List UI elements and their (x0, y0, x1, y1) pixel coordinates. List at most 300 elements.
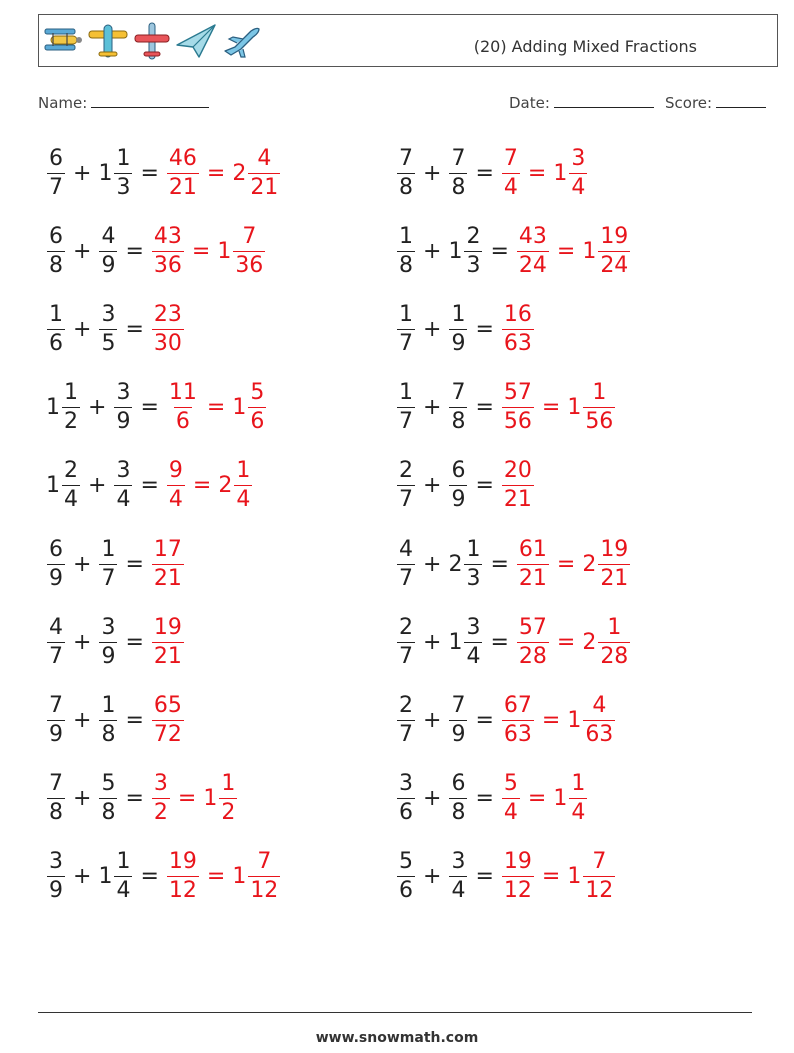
fraction (99, 614, 117, 669)
answer-fraction (583, 692, 615, 747)
fraction (62, 382, 80, 433)
plus-sign: + (423, 707, 442, 733)
denominator: 12 (585, 878, 614, 904)
mixed-number (448, 460, 468, 511)
denominator: 30 (153, 330, 182, 356)
denominator: 9 (451, 330, 466, 356)
equals-sign: = (556, 551, 576, 577)
mixed-number (396, 223, 416, 278)
fraction (99, 773, 117, 824)
denominator: 28 (600, 643, 629, 669)
problem-19 (46, 840, 281, 914)
equals-sign: = (475, 864, 494, 890)
equals-sign: = (475, 473, 494, 499)
equals-sign: = (541, 707, 561, 733)
answer-fraction (569, 145, 587, 200)
equals-sign: = (191, 238, 211, 264)
answer-fraction (569, 773, 587, 824)
mixed-number (396, 536, 416, 591)
whole-number: 2 (448, 551, 463, 577)
numerator: 1 (236, 458, 251, 484)
mixed-number (396, 301, 416, 356)
answer-fraction (248, 382, 266, 433)
whole-number: 1 (567, 395, 582, 421)
answer (501, 773, 588, 824)
numerator: 1 (101, 536, 116, 562)
denominator: 4 (64, 487, 78, 513)
answer-mixed-number (203, 773, 238, 824)
problem-6 (396, 292, 535, 366)
fraction (397, 460, 415, 511)
numerator: 11 (168, 380, 197, 406)
answer-mixed-number (567, 851, 616, 902)
answer (501, 460, 535, 511)
equals-sign: = (556, 238, 576, 264)
answer-fraction (502, 773, 520, 824)
fraction (99, 692, 117, 747)
answer-fraction (167, 851, 199, 902)
denominator: 4 (168, 487, 183, 513)
numerator: 9 (168, 458, 183, 484)
score-blank[interactable] (716, 93, 766, 108)
problem-3 (46, 214, 266, 288)
numerator: 1 (451, 301, 466, 327)
whole-number: 1 (46, 395, 60, 421)
answer-fraction (248, 851, 280, 902)
numerator: 1 (607, 614, 622, 640)
fraction (47, 301, 65, 356)
denominator: 8 (101, 721, 116, 747)
numerator: 3 (116, 380, 131, 406)
numerator: 7 (451, 145, 466, 171)
fraction (114, 382, 132, 433)
denominator: 5 (101, 330, 116, 356)
answer (501, 851, 616, 902)
denominator: 2 (64, 409, 78, 435)
yellow-plane-icon (87, 21, 129, 61)
answer-fraction (233, 223, 265, 278)
answer-mixed-number (567, 692, 616, 747)
denominator: 28 (518, 643, 547, 669)
answer (516, 614, 631, 669)
denominator: 9 (451, 487, 466, 513)
mixed-number (448, 382, 468, 433)
fraction (397, 301, 415, 356)
denominator: 21 (600, 565, 629, 591)
answer (166, 460, 253, 511)
numerator: 2 (466, 223, 481, 249)
denominator: 7 (399, 643, 413, 669)
numerator: 16 (503, 301, 532, 327)
denominator: 7 (49, 174, 63, 200)
paper-plane-icon (175, 21, 217, 61)
denominator: 9 (101, 252, 116, 278)
whole-number: 1 (448, 629, 463, 655)
answer (151, 536, 185, 591)
equals-sign: = (490, 238, 509, 264)
fraction (449, 301, 467, 356)
numerator: 57 (518, 614, 547, 640)
fraction (397, 145, 415, 200)
plus-sign: + (73, 238, 92, 264)
numerator: 6 (451, 458, 466, 484)
numerator: 4 (49, 614, 63, 640)
denominator: 7 (399, 565, 413, 591)
mixed-number (98, 692, 118, 747)
header-icons (41, 21, 263, 61)
answer-mixed-number (553, 145, 588, 200)
numerator: 1 (101, 692, 116, 718)
numerator: 19 (600, 536, 629, 562)
problem-14 (396, 605, 631, 679)
numerator: 3 (451, 849, 466, 875)
score-field (665, 93, 766, 112)
fraction (114, 145, 132, 200)
fraction (397, 851, 415, 902)
mixed-number (98, 773, 118, 824)
denominator: 3 (466, 565, 481, 591)
name-label: Name: (38, 94, 88, 112)
whole-number: 1 (582, 238, 597, 264)
mixed-number (98, 301, 118, 356)
denominator: 24 (600, 252, 629, 278)
plus-sign: + (73, 551, 92, 577)
equals-sign: = (527, 786, 547, 812)
problem-20 (396, 840, 616, 914)
plus-sign: + (73, 864, 92, 890)
numerator: 2 (399, 458, 413, 484)
denominator: 21 (250, 174, 279, 200)
fraction (464, 614, 482, 669)
mixed-number (448, 851, 468, 902)
equals-sign: = (475, 160, 494, 186)
name-field (38, 93, 209, 112)
denominator: 8 (49, 252, 63, 278)
mixed-number (396, 851, 416, 902)
equals-sign: = (490, 629, 509, 655)
answer-fraction (152, 301, 184, 356)
answer (516, 223, 631, 278)
numerator: 4 (257, 145, 272, 171)
answer-fraction (502, 692, 534, 747)
equals-sign: = (125, 238, 144, 264)
answer-fraction (598, 223, 630, 278)
mixed-number (113, 382, 133, 433)
numerator: 19 (153, 614, 182, 640)
denominator: 12 (503, 878, 532, 904)
answer-fraction (517, 614, 549, 669)
fraction (397, 614, 415, 669)
plus-sign: + (423, 316, 442, 342)
numerator: 46 (168, 145, 197, 171)
problem-2 (396, 136, 588, 210)
numerator: 6 (49, 223, 63, 249)
fraction (449, 382, 467, 433)
numerator: 3 (116, 458, 131, 484)
denominator: 56 (503, 409, 532, 435)
plus-sign: + (423, 786, 442, 812)
plus-sign: + (423, 473, 442, 499)
denominator: 4 (571, 174, 586, 200)
denominator: 4 (503, 800, 518, 826)
fraction (464, 223, 482, 278)
fraction (114, 851, 132, 902)
answer (501, 145, 588, 200)
mixed-number (396, 773, 416, 824)
whole-number: 1 (553, 786, 568, 812)
numerator: 57 (503, 380, 532, 406)
denominator: 7 (399, 721, 413, 747)
numerator: 4 (592, 692, 607, 718)
equals-sign: = (192, 473, 212, 499)
answer (166, 145, 281, 200)
numerator: 1 (571, 771, 586, 797)
equals-sign: = (206, 395, 226, 421)
answer-mixed-number (217, 223, 266, 278)
numerator: 4 (399, 536, 413, 562)
numerator: 1 (399, 223, 413, 249)
equals-sign: = (125, 629, 144, 655)
mixed-number (396, 460, 416, 511)
denominator: 4 (466, 643, 481, 669)
denominator: 7 (399, 487, 413, 513)
equals-sign: = (556, 629, 576, 655)
answer-fraction (502, 145, 520, 200)
denominator: 8 (451, 174, 466, 200)
plus-sign: + (423, 629, 442, 655)
answer-fraction (583, 851, 615, 902)
denominator: 8 (399, 252, 413, 278)
numerator: 7 (257, 849, 272, 875)
fraction (99, 223, 117, 278)
denominator: 63 (503, 721, 532, 747)
answer-fraction (598, 536, 630, 591)
denominator: 8 (49, 800, 63, 826)
answer-fraction (234, 460, 252, 511)
fraction (464, 536, 482, 591)
date-blank[interactable] (554, 93, 654, 108)
mixed-number (448, 536, 483, 591)
denominator: 7 (399, 409, 413, 435)
answer-mixed-number (218, 460, 253, 511)
mixed-number (46, 301, 66, 356)
equals-sign: = (177, 786, 197, 812)
answer-fraction (517, 223, 549, 278)
equals-sign: = (541, 864, 561, 890)
numerator: 65 (153, 692, 182, 718)
answer-mixed-number (582, 223, 631, 278)
worksheet-header (38, 14, 778, 67)
answer-mixed-number (232, 382, 267, 433)
mixed-number (448, 301, 468, 356)
denominator: 7 (399, 330, 413, 356)
mixed-number (448, 692, 468, 747)
equals-sign: = (527, 160, 547, 186)
fraction (47, 614, 65, 669)
denominator: 6 (399, 800, 413, 826)
denominator: 6 (49, 330, 63, 356)
denominator: 6 (250, 409, 265, 435)
answer-mixed-number (582, 536, 631, 591)
answer-fraction (167, 382, 199, 433)
denominator: 21 (153, 643, 182, 669)
date-label: Date: (509, 94, 550, 112)
numerator: 1 (116, 145, 131, 171)
mixed-number (46, 614, 66, 669)
problem-15 (46, 683, 185, 757)
numerator: 20 (503, 458, 532, 484)
numerator: 17 (153, 536, 182, 562)
numerator: 2 (399, 692, 413, 718)
fraction (47, 692, 65, 747)
answer-mixed-number (582, 614, 631, 669)
jet-icon (221, 21, 263, 61)
denominator: 2 (221, 800, 236, 826)
plus-sign: + (88, 395, 107, 421)
red-plane-icon (133, 21, 171, 61)
numerator: 1 (116, 849, 131, 875)
equals-sign: = (140, 395, 159, 421)
mixed-number (46, 460, 81, 511)
answer (166, 851, 281, 902)
answer-fraction (152, 773, 170, 824)
denominator: 21 (503, 487, 532, 513)
numerator: 19 (503, 849, 532, 875)
problem-8 (396, 371, 616, 445)
whole-number: 2 (582, 629, 597, 655)
numerator: 2 (64, 458, 78, 484)
equals-sign: = (490, 551, 509, 577)
name-blank[interactable] (91, 93, 209, 108)
fraction (397, 382, 415, 433)
answer (501, 382, 616, 433)
denominator: 4 (236, 487, 251, 513)
plus-sign: + (423, 395, 442, 421)
plus-sign: + (423, 551, 442, 577)
whole-number: 2 (232, 160, 247, 186)
answer (151, 301, 185, 356)
numerator: 1 (64, 380, 78, 406)
mixed-number (46, 692, 66, 747)
problem-16 (396, 683, 616, 757)
numerator: 3 (466, 614, 481, 640)
denominator: 9 (49, 878, 63, 904)
numerator: 7 (451, 692, 466, 718)
numerator: 4 (101, 223, 116, 249)
denominator: 7 (49, 643, 63, 669)
problem-17 (46, 762, 238, 836)
plus-sign: + (73, 160, 92, 186)
whole-number: 1 (567, 864, 582, 890)
answer-fraction (583, 382, 615, 433)
answer-fraction (598, 614, 630, 669)
numerator: 6 (49, 536, 63, 562)
answer (151, 223, 266, 278)
fraction (47, 773, 65, 824)
numerator: 7 (242, 223, 257, 249)
answer-mixed-number (232, 851, 281, 902)
denominator: 6 (175, 409, 190, 435)
answer-fraction (167, 460, 185, 511)
answer-fraction (502, 382, 534, 433)
denominator: 7 (101, 565, 116, 591)
fraction (47, 145, 65, 200)
numerator: 43 (518, 223, 547, 249)
denominator: 36 (235, 252, 264, 278)
mixed-number (396, 692, 416, 747)
answer (151, 773, 238, 824)
problem-18 (396, 762, 588, 836)
denominator: 56 (585, 409, 614, 435)
denominator: 4 (503, 174, 518, 200)
numerator: 7 (49, 771, 63, 797)
fraction (449, 692, 467, 747)
problem-11 (46, 527, 185, 601)
denominator: 9 (49, 721, 63, 747)
fraction (62, 460, 80, 511)
fraction (397, 773, 415, 824)
whole-number: 2 (582, 551, 597, 577)
plus-sign: + (73, 707, 92, 733)
equals-sign: = (125, 551, 144, 577)
equals-sign: = (140, 160, 159, 186)
problem-7 (46, 371, 267, 445)
denominator: 4 (571, 800, 586, 826)
numerator: 6 (451, 771, 466, 797)
equals-sign: = (475, 395, 494, 421)
equals-sign: = (475, 707, 494, 733)
numerator: 67 (503, 692, 532, 718)
denominator: 12 (168, 878, 197, 904)
answer-fraction (248, 145, 280, 200)
mixed-number (448, 614, 483, 669)
problem-4 (396, 214, 631, 288)
answer-fraction (152, 536, 184, 591)
problem-5 (46, 292, 185, 366)
denominator: 9 (49, 565, 63, 591)
answer (516, 536, 631, 591)
mixed-number (46, 382, 81, 433)
denominator: 8 (101, 800, 116, 826)
numerator: 5 (250, 380, 265, 406)
plus-sign: + (73, 316, 92, 342)
equals-sign: = (125, 316, 144, 342)
worksheet-title: (20) Adding Mixed Fractions (473, 37, 697, 56)
denominator: 4 (116, 878, 131, 904)
mixed-number (46, 851, 66, 902)
numerator: 3 (101, 614, 116, 640)
plus-sign: + (423, 864, 442, 890)
denominator: 9 (101, 643, 116, 669)
mixed-number (98, 614, 118, 669)
plus-sign: + (73, 629, 92, 655)
mixed-number (98, 851, 133, 902)
answer-fraction (502, 301, 534, 356)
fraction (99, 536, 117, 591)
numerator: 1 (221, 771, 236, 797)
numerator: 7 (399, 145, 413, 171)
denominator: 2 (153, 800, 168, 826)
fraction (449, 773, 467, 824)
answer-fraction (167, 145, 199, 200)
denominator: 12 (250, 878, 279, 904)
footer-url: www.snowmath.com (315, 1030, 479, 1046)
mixed-number (98, 536, 118, 591)
fraction (47, 851, 65, 902)
mixed-number (46, 223, 66, 278)
answer-fraction (502, 460, 534, 511)
numerator: 7 (592, 849, 607, 875)
